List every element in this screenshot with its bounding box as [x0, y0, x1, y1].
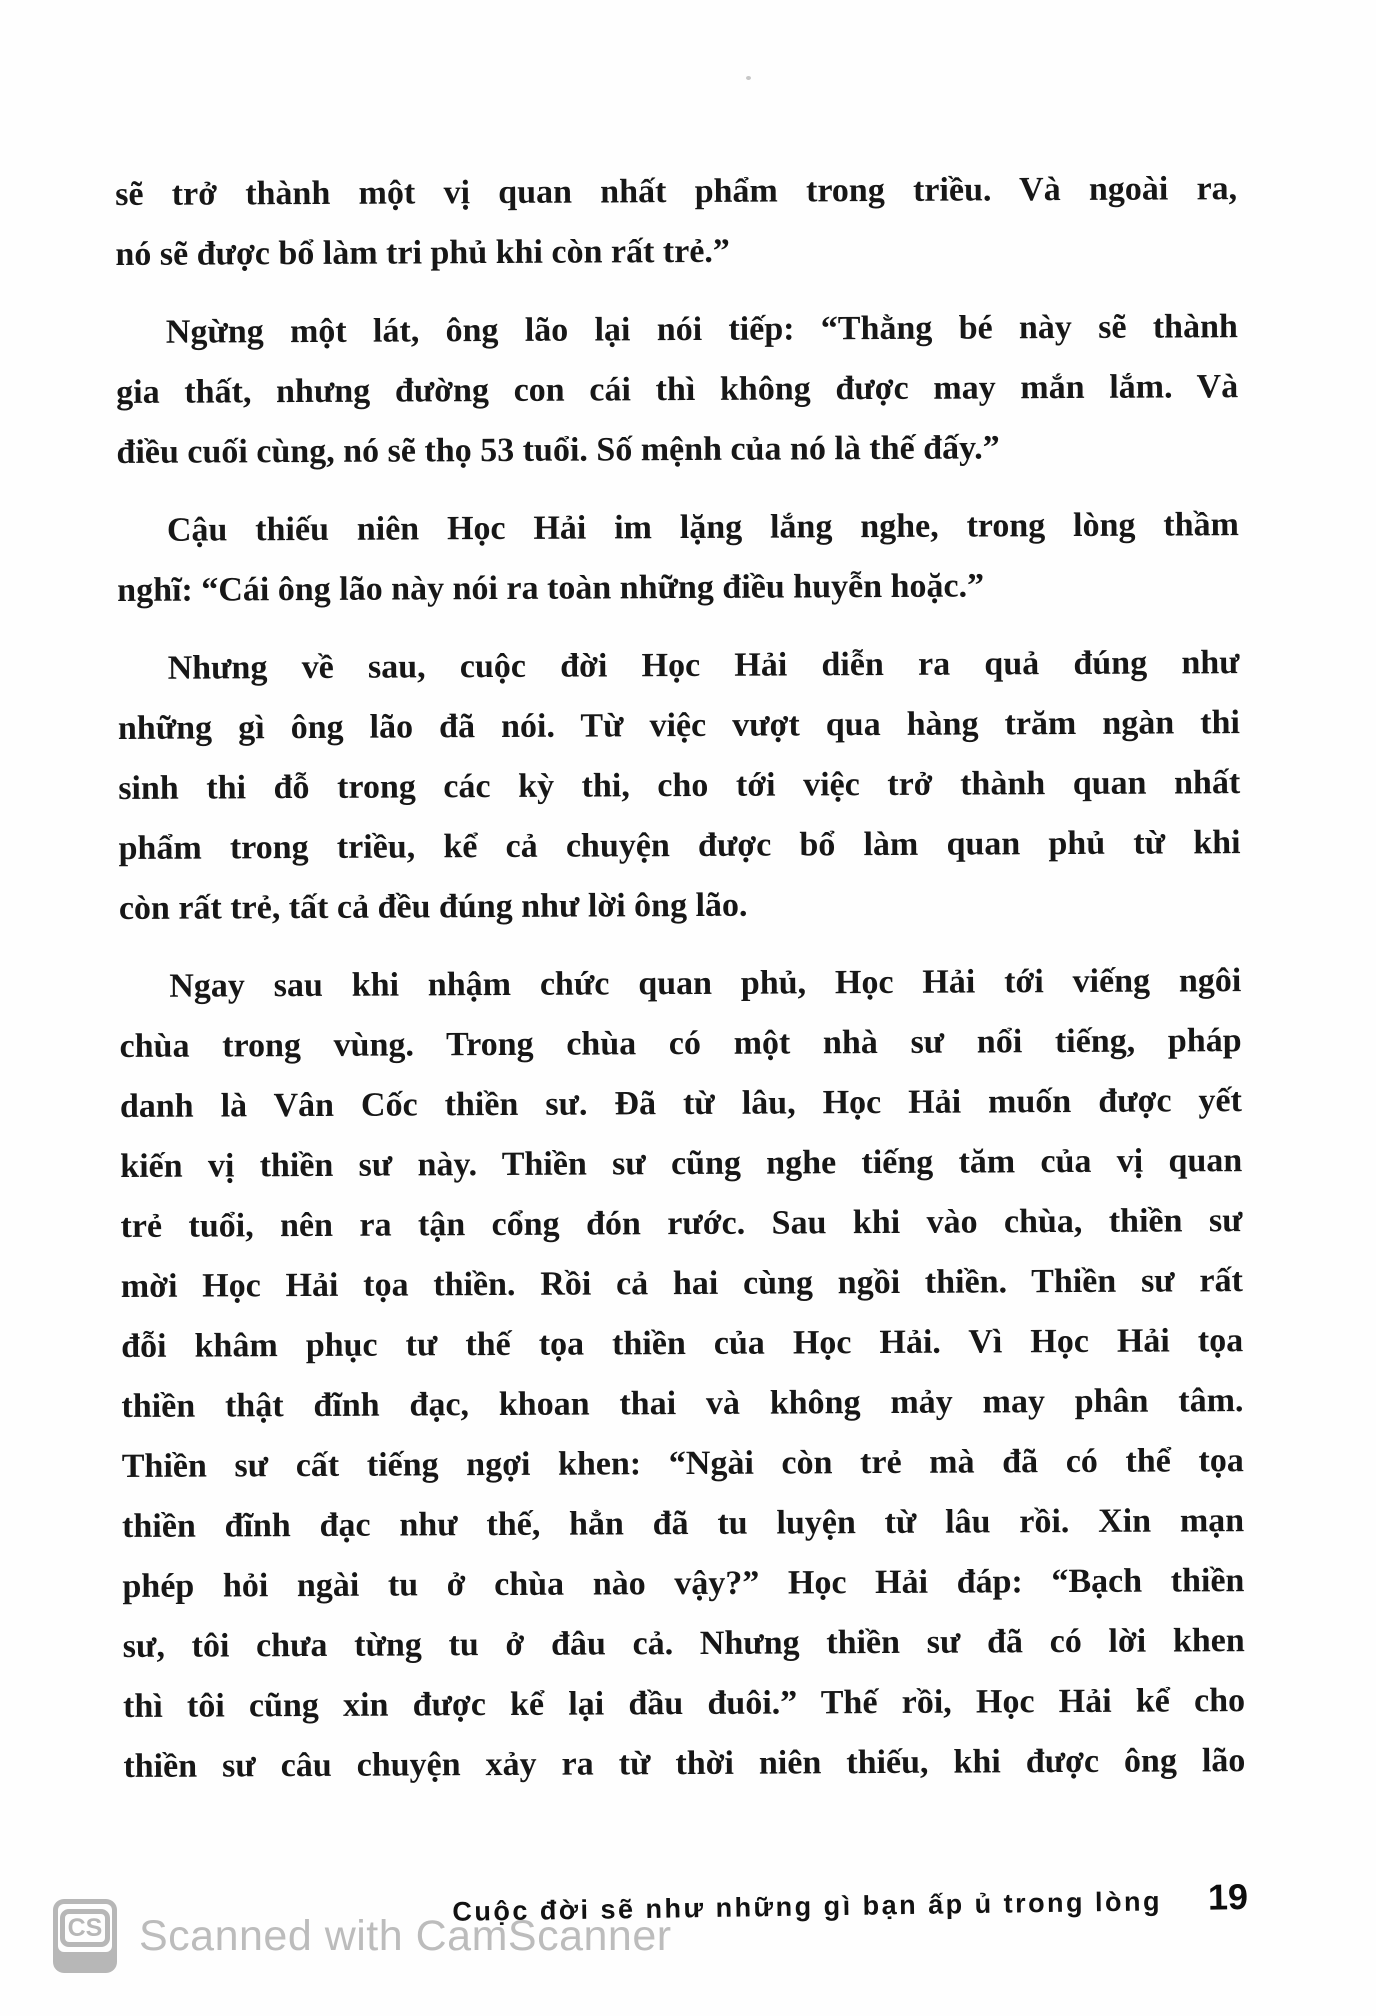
cs-logo-inner	[58, 1904, 112, 1952]
page-number: 19	[1207, 1876, 1249, 1918]
text-line: nó sẽ được bổ làm tri phủ khi còn rất trẻ.”	[115, 232, 730, 273]
text-line: còn rất trẻ, tất cả đều đúng như lời ông lão.	[118, 886, 748, 927]
text-line: thì tôi cũng xin được kể lại đầu đuôi.” Thế rồi, Học Hải kể cho	[122, 1682, 1246, 1725]
text-line: sư, tôi chưa từng tu ở đâu cả. Nhưng thiền sư đã có lời khen	[122, 1622, 1245, 1665]
running-title: Cuộc đời sẽ như những gì bạn ấp ủ trong lòng	[452, 1886, 1163, 1927]
camscanner-logo-icon	[53, 1899, 117, 1973]
text-line: phép hỏi ngài tu ở chùa nào vậy?” Học Hải đáp: “Bạch thiền	[122, 1562, 1245, 1605]
text-line: sinh thi đỗ trong các kỳ thi, cho tới việc trở thành quan nhất	[118, 764, 1241, 807]
text-line: Thiền sư cất tiếng ngợi khen: “Ngài còn trẻ mà đã có thể tọa	[121, 1442, 1244, 1485]
text-line: thiền sư câu chuyện xảy ra từ thời niên thiếu, khi được ông lão	[123, 1742, 1246, 1785]
text-line: kiến vị thiền sư này. Thiền sư cũng nghe tiếng tăm của vị quan	[120, 1142, 1243, 1185]
text-line: trẻ tuổi, nên ra tận cổng đón rước. Sau khi vào chùa, thiền sư	[120, 1202, 1243, 1245]
text-line: Ngừng một lát, ông lão lại nói tiếp: “Thằng bé này sẽ thành	[165, 308, 1238, 351]
text-line: phẩm trong triều, kể cả chuyện được bổ làm quan phủ từ khi	[118, 824, 1241, 867]
scan-artifact-dot	[746, 76, 751, 80]
body-text	[115, 159, 1246, 1797]
watermark-label: Scanned with CamScanner	[139, 1911, 672, 1960]
cs-logo-text: CS	[60, 1909, 111, 1947]
text-line: Nhưng về sau, cuộc đời Học Hải diễn ra quả đúng như	[167, 644, 1240, 687]
text-line: chùa trong vùng. Trong chùa có một nhà sư nổi tiếng, pháp	[119, 1022, 1242, 1065]
text-line: Ngay sau khi nhậm chức quan phủ, Học Hải tới viếng ngôi	[169, 962, 1242, 1005]
text-line: thiền đĩnh đạc như thế, hẳn đã tu luyện từ lâu rồi. Xin mạn	[122, 1502, 1245, 1545]
text-line: danh là Vân Cốc thiền sư. Đã từ lâu, Học Hải muốn được yết	[119, 1082, 1243, 1125]
text-line: đỗi khâm phục tư thế tọa thiền của Học Hải. Vì Học Hải tọa	[121, 1322, 1244, 1365]
text-line: gia thất, nhưng đường con cái thì không được may mắn lắm. Và	[116, 368, 1239, 411]
text-line: thiền thật đĩnh đạc, khoan thai và không mảy may phân tâm.	[121, 1382, 1244, 1425]
camscanner-watermark	[53, 1899, 672, 1973]
text-line: sẽ trở thành một vị quan nhất phẩm trong triều. Và ngoài ra,	[115, 170, 1238, 213]
text-line: những gì ông lão đã nói. Từ việc vượt qua hàng trăm ngàn thi	[117, 704, 1241, 747]
text-line: điều cuối cùng, nó sẽ thọ 53 tuổi. Số mệnh của nó là thế đấy.”	[116, 429, 1000, 471]
text-line: nghĩ: “Cái ông lão này nói ra toàn những điều huyễn hoặc.”	[117, 567, 985, 609]
text-line: Cậu thiếu niên Học Hải im lặng lắng nghe, trong lòng thầm	[166, 506, 1239, 549]
text-line: mời Học Hải tọa thiền. Rồi cả hai cùng ngồi thiền. Thiền sư rất	[120, 1262, 1243, 1305]
